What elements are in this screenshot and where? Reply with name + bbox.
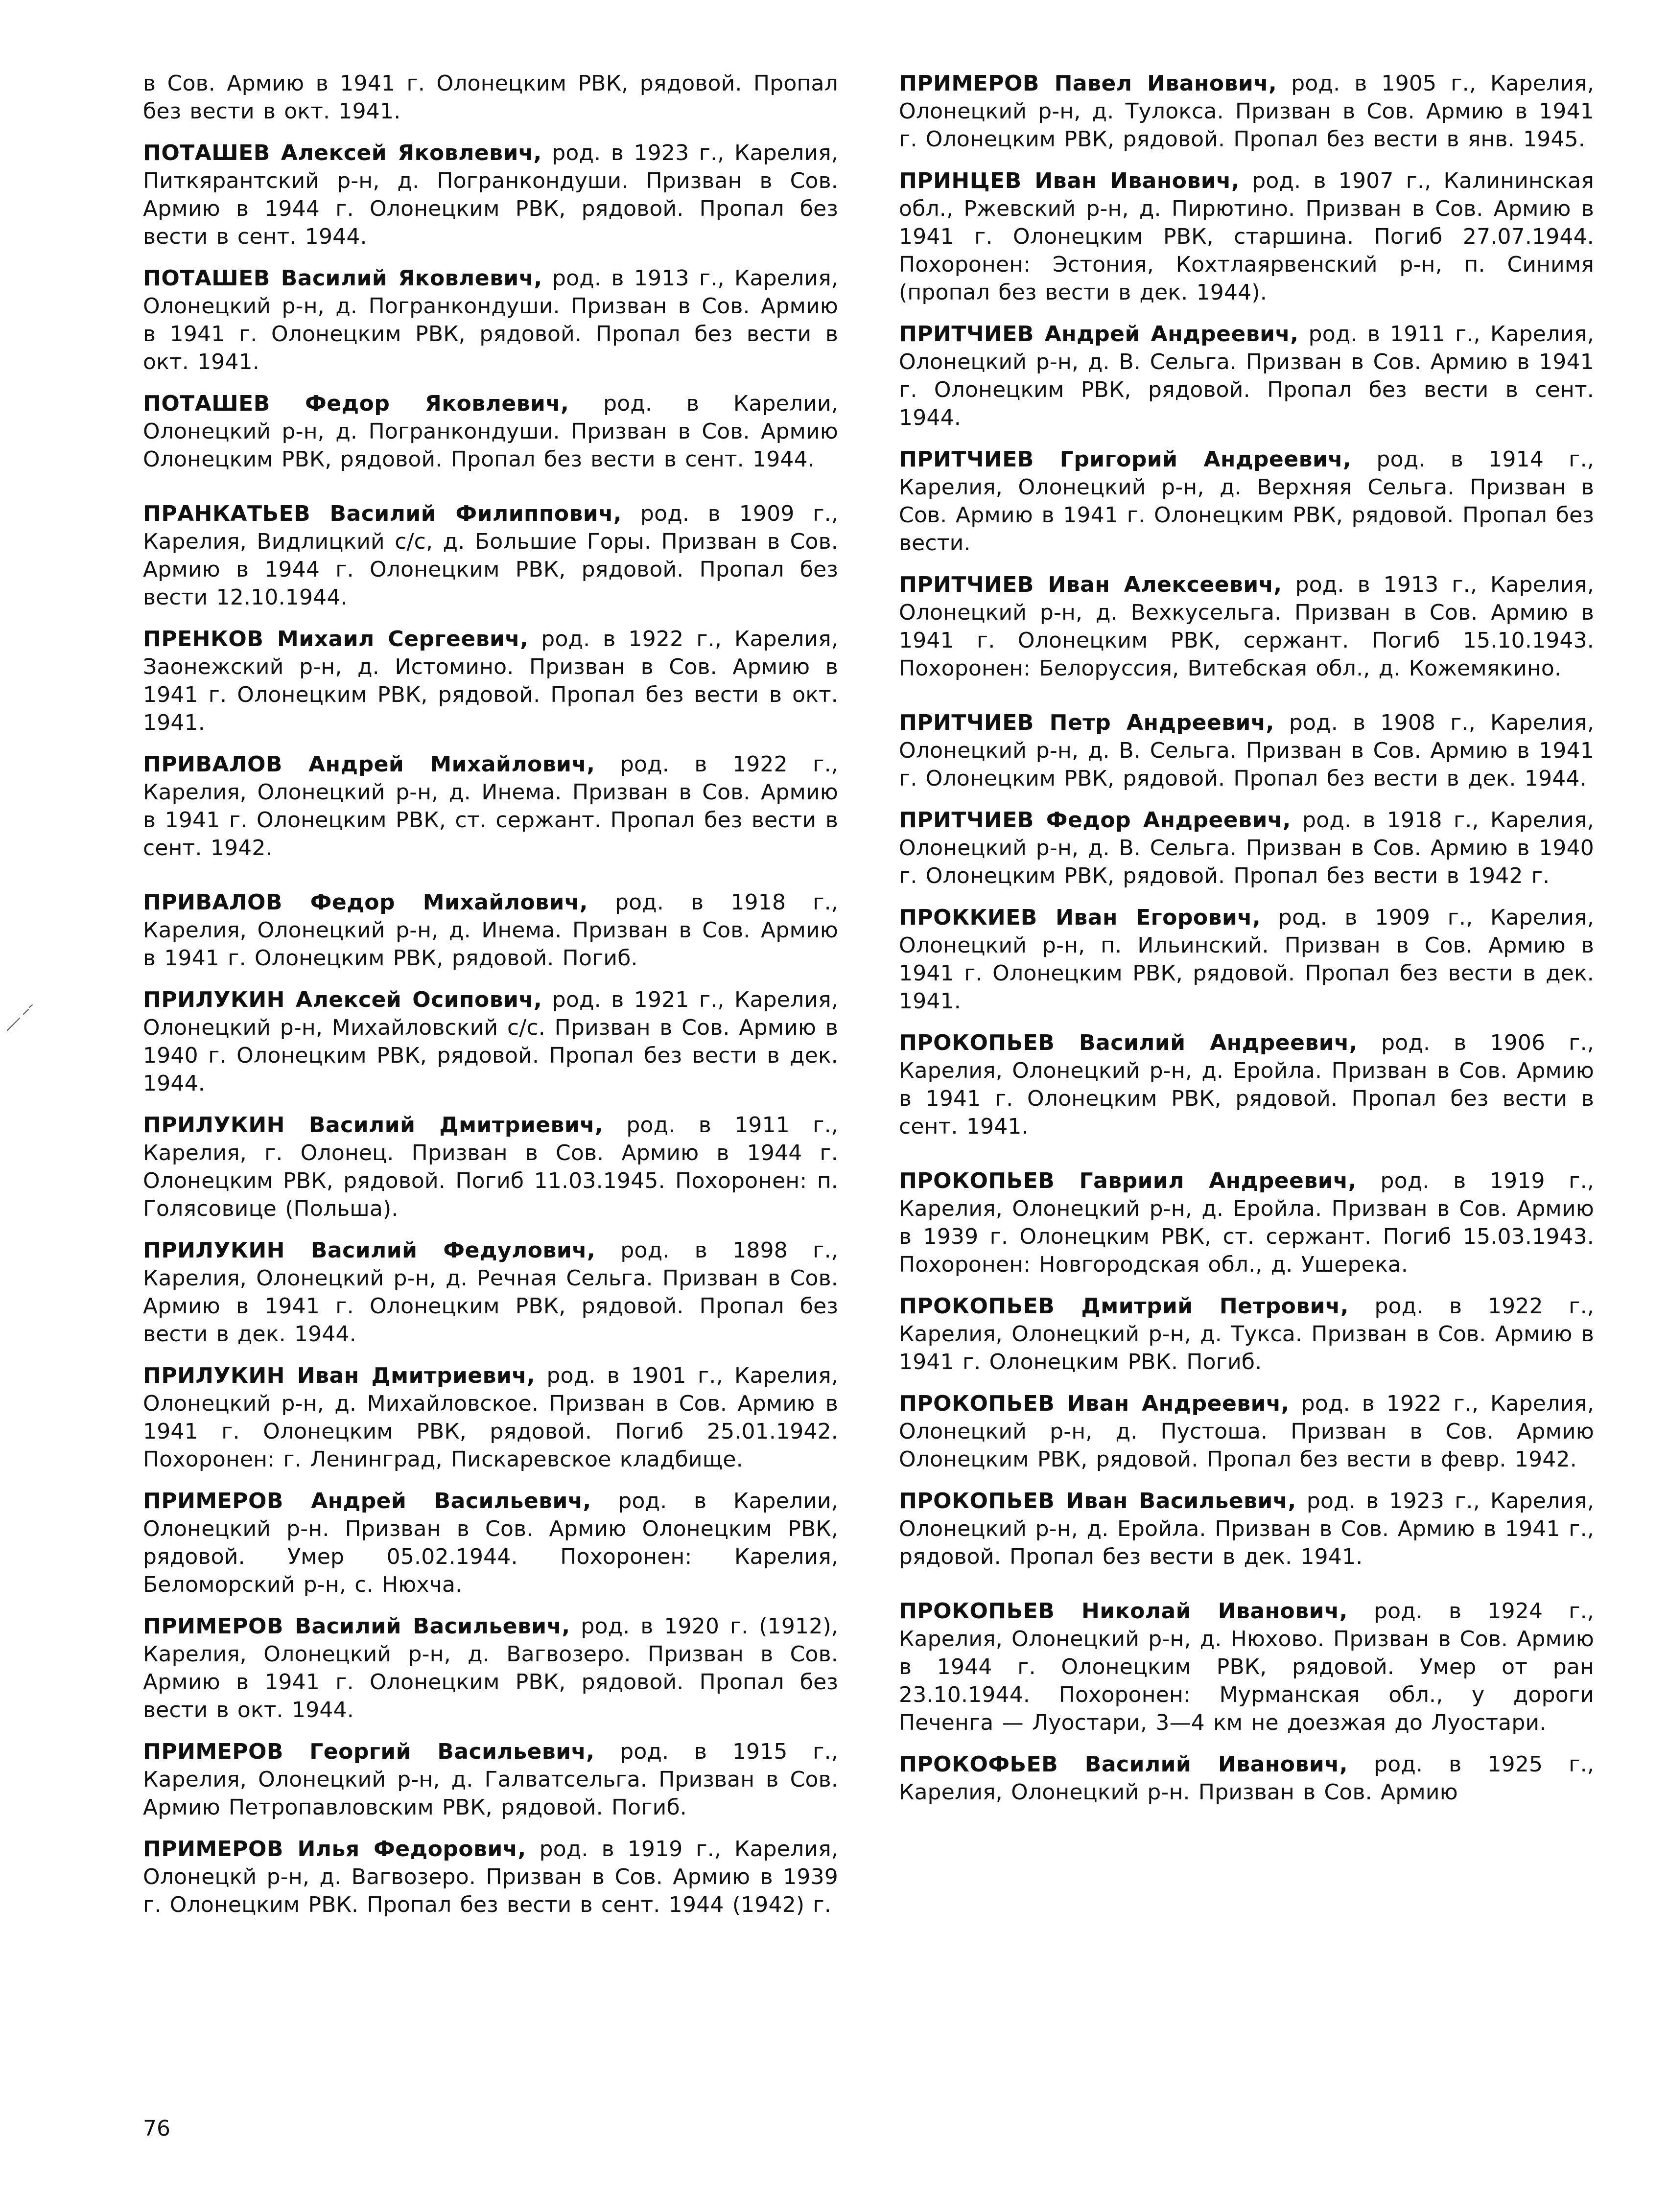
entry <box>143 1835 838 1919</box>
entry-name: ПРИТЧИЕВ Григорий Андреевич, <box>899 447 1352 472</box>
entry-text: род. в 1913 г., Карелия, Олонецкий р-н, д. Вехкусельга. Призван в Сов. Армию в 1941 г. Олонецким РВК, сержант. Погиб 15.10.1943. Похоронен: Белоруссия, Витебская обл., д. Кожемякино. <box>899 572 1594 681</box>
entry-name: ПОТАШЕВ Василий Яковлевич, <box>143 266 542 291</box>
entry-name: ПРИЛУКИН Василий Федулович, <box>143 1238 596 1263</box>
entry <box>143 986 838 1097</box>
entry-text: род. в 1914 г., Карелия, Олонецкий р-н, д. Верхняя Сельга. Призван в Сов. Армию в 1941 г. Олонецким РВК, рядовой. Пропал без вести. <box>899 447 1594 556</box>
entry-name: ПРИТЧИЕВ Федор Андреевич, <box>899 808 1291 833</box>
entry-name: ПРЕНКОВ Михаил Сергеевич, <box>143 627 529 652</box>
entry-name: ПРИВАЛОВ Андрей Михайлович, <box>143 752 595 777</box>
entry <box>899 320 1594 432</box>
entry-name: ПРАНКАТЬЕВ Василий Филиппович, <box>143 501 622 526</box>
entry-text: род. в 1921 г., Карелия, Олонецкий р-н, Михайловский с/с. Призван в Сов. Армию в 1940 г. Олонецким РВК, рядовой. Пропал без вести в дек. 1944. <box>143 987 838 1096</box>
entry <box>899 904 1594 1015</box>
entry <box>143 1612 838 1724</box>
entry <box>143 139 838 251</box>
entry-name: ПРОКОПЬЕВ Дмитрий Петрович, <box>899 1294 1349 1319</box>
entry-text: род. в 1909 г., Карелия, Видлицкий с/с, д. Большие Горы. Призван в Сов. Армию в 1944 г. Олонецким РВК, рядовой. Пропал без вести 12.10.1944. <box>143 501 839 610</box>
entry-name: ПРОКОПЬЕВ Гавриил Андреевич, <box>899 1168 1357 1193</box>
entry-name: ПРИМЕРОВ Илья Федорович, <box>143 1837 526 1862</box>
entry <box>899 1390 1594 1473</box>
entry-text: род. в 1918 г., Карелия, Олонецкий р-н, д. В. Сельга. Призван в Сов. Армию в 1940 г. Олонецким РВК, рядовой. Пропал без вести в 1942 г. <box>899 808 1594 888</box>
entry-text: род. в 1922 г., Карелия, Олонецкий р-н, д. Тукса. Призван в Сов. Армию в 1941 г. Олонецким РВК. Погиб. <box>899 1294 1594 1374</box>
entry-text: род. в 1922 г., Карелия, Олонецкий р-н, д. Пустоша. Призван в Сов. Армию Олонецким РВК, рядовой. Пропал без вести в февр. 1942. <box>899 1391 1595 1472</box>
entry <box>899 1750 1594 1806</box>
entry-name: ПРИЛУКИН Василий Дмитриевич, <box>143 1113 604 1138</box>
entry <box>899 1597 1594 1737</box>
entry <box>899 1167 1594 1279</box>
entry <box>143 1236 838 1348</box>
entry-text: род. в Карелии, Олонецкий р-н, д. Погранкондуши. Призван в Сов. Армию Олонецким РВК, рядовой. Пропал без вести в сент. 1944. <box>143 391 838 472</box>
entry-name: ПРИВАЛОВ Федор Михайлович, <box>143 890 588 915</box>
page-number: 76 <box>143 2116 170 2141</box>
entry <box>143 1362 838 1473</box>
entry <box>143 1111 838 1223</box>
entry <box>899 806 1594 890</box>
entry <box>899 709 1594 792</box>
entry <box>899 571 1594 682</box>
entry-text: род. в 1918 г., Карелия, Олонецкий р-н, д. Инема. Призван в Сов. Армию в 1941 г. Олонецким РВК, рядовой. Погиб. <box>143 890 838 971</box>
entry-text: род. в 1908 г., Карелия, Олонецкий р-н, д. В. Сельга. Призван в Сов. Армию в 1941 г. Олонецким РВК, рядовой. Пропал без вести в дек. 1944. <box>899 710 1595 791</box>
right-column <box>899 70 1594 1820</box>
entry <box>143 750 838 862</box>
entry-text: род. в 1922 г., Карелия, Заонежский р-н, д. Истомино. Призван в Сов. Армию в 1941 г. Олонецким РВК, рядовой. Пропал без вести в окт. 1941. <box>143 627 838 735</box>
entry <box>899 167 1594 306</box>
entry-name: ПОТАШЕВ Федор Яковлевич, <box>143 391 569 416</box>
entry <box>143 1738 838 1821</box>
entry-name: ПРИТЧИЕВ Иван Алексеевич, <box>899 572 1282 597</box>
entry-text: род. в 1919 г., Карелия, Олонецкий р-н, д. Еройла. Призван в Сов. Армию в 1939 г. Олонецким РВК, ст. сержант. Погиб 15.03.1943. Похоронен: Новгородская обл., д. Ушерека. <box>899 1168 1594 1277</box>
entry-name: ПРИТЧИЕВ Петр Андреевич, <box>899 710 1274 735</box>
entry-name: ПРИМЕРОВ Георгий Васильевич, <box>143 1739 595 1764</box>
entry <box>143 888 838 972</box>
entry-name: ПРОКОПЬЕВ Николай Иванович, <box>899 1599 1348 1624</box>
entry <box>143 500 838 611</box>
pencil-mark-icon <box>5 1003 39 1033</box>
entry <box>899 1292 1594 1376</box>
entry-text: род. в 1925 г., Карелия, Олонецкий р-н. Призван в Сов. Армию <box>899 1752 1595 1805</box>
entry <box>143 390 838 473</box>
entry-name: ПРОКОПЬЕВ Василий Андреевич, <box>899 1030 1358 1055</box>
entry-text: род. в 1906 г., Карелия, Олонецкий р-н, д. Еройла. Призван в Сов. Армию в 1941 г. Олонецким РВК, рядовой. Пропал без вести в сент. 1941. <box>899 1030 1594 1139</box>
entry <box>143 625 838 737</box>
entry-name: ПРИМЕРОВ Андрей Васильевич, <box>143 1489 591 1513</box>
entry-text: род. в 1911 г., Карелия, Олонецкий р-н, д. В. Сельга. Призван в Сов. Армию в 1941 г. Олонецким РВК, рядовой. Пропал без вести в сент. 1944. <box>899 322 1594 430</box>
entry-name: ПРОККИЕВ Иван Егорович, <box>899 905 1261 930</box>
entry-text: род. в 1922 г., Карелия, Олонецкий р-н, д. Инема. Призван в Сов. Армию в 1941 г. Олонецким РВК, ст. сержант. Пропал без вести в сент. 1942. <box>143 752 838 861</box>
entry-name: ПРИМЕРОВ Василий Васильевич, <box>143 1614 570 1639</box>
entry-text: род. в 1901 г., Карелия, Олонецкий р-н, д. Михайловское. Призван в Сов. Армию в 1941 г. Олонецким РВК, рядовой. Погиб 25.01.1942. Похоронен: г. Ленинград, Пискаревское кладбище. <box>143 1363 839 1472</box>
entry <box>143 1487 838 1599</box>
entry-name: ПРИНЦЕВ Иван Иванович, <box>899 168 1240 193</box>
entry-name: ПРИЛУКИН Алексей Осипович, <box>143 987 542 1012</box>
entry-text: род. в 1923 г., Карелия, Олонецкий р-н, д. Еройла. Призван в Сов. Армию в 1941 г., рядовой. Пропал без вести в дек. 1941. <box>899 1489 1595 1569</box>
entry-name: ПРИМЕРОВ Павел Иванович, <box>899 71 1277 96</box>
entry-text: род. в 1907 г., Калининская обл., Ржевский р-н, д. Пирютино. Призван в Сов. Армию в 1941 г. Олонецким РВК, старшина. Погиб 27.07.1944. Похоронен: Эстония, Кохтлаярвенский р-н, п. Синимя (пропал без вести в дек. 1944). <box>899 168 1594 305</box>
entry-text: род. в 1898 г., Карелия, Олонецкий р-н, д. Речная Сельга. Призван в Сов. Армию в 1941 г. Олонецким РВК, рядовой. Пропал без вести в дек. 1944. <box>143 1238 838 1347</box>
entry-text: род. в 1919 г., Карелия, Олонецкй р-н, д. Вагвозеро. Призван в Сов. Армию в 1939 г. Олонецким РВК. Пропал без вести в сент. 1944 (1942) г. <box>143 1837 839 1917</box>
entry <box>899 445 1594 557</box>
entry-name: ПРОКОФЬЕВ Василий Иванович, <box>899 1752 1348 1777</box>
entry-name: ПРИТЧИЕВ Андрей Андреевич, <box>899 322 1299 347</box>
entry-text: род. в 1905 г., Карелия, Олонецкий р-н, д. Тулокса. Призван в Сов. Армию в 1941 г. Олонецким РВК, рядовой. Пропал без вести в янв. 1945. <box>899 71 1595 152</box>
entry-text: род. в 1915 г., Карелия, Олонецкий р-н, д. Галватсельга. Призван в Сов. Армию Петропавловским РВК, рядовой. Погиб. <box>143 1739 838 1820</box>
entry-text: род. в 1924 г., Карелия, Олонецкий р-н, д. Нюхово. Призван в Сов. Армию в 1944 г. Олонецким РВК, рядовой. Умер от ран 23.10.1944. Похоронен: Мурманская обл., у дороги Печенга — Луостари, 3—4 км не доезжая до Луостари. <box>899 1599 1594 1735</box>
entry-text: род. в 1920 г. (1912), Карелия, Олонецкий р-н, д. Вагвозеро. Призван в Сов. Армию в 1941 г. Олонецким РВК, рядовой. Пропал без вести в окт. 1944. <box>143 1614 838 1723</box>
entry-name: ПРОКОПЬЕВ Иван Васильевич, <box>899 1489 1296 1513</box>
entry-text: род. в Карелии, Олонецкий р-н. Призван в Сов. Армию Олонецким РВК, рядовой. Умер 05.02.1944. Похоронен: Карелия, Беломорский р-н, с. Нюхча. <box>143 1489 838 1597</box>
entry-name: ПРОКОПЬЕВ Иван Андреевич, <box>899 1391 1290 1416</box>
entry-text: в Сов. Армию в 1941 г. Олонецким РВК, рядовой. Пропал без вести в окт. 1941. <box>143 71 838 124</box>
entry <box>899 1029 1594 1141</box>
entry-text: род. в 1923 г., Карелия, Питкярантский р-н, д. Погранкондуши. Призван в Сов. Армию в 1944 г. Олонецким РВК, рядовой. Пропал без вести в сент. 1944. <box>143 140 838 249</box>
entry <box>899 1487 1594 1571</box>
entry-text: род. в 1911 г., Карелия, г. Олонец. Призван в Сов. Армию в 1944 г. Олонецким РВК, рядовой. Погиб 11.03.1945. Похоронен: п. Голясовице (Польша). <box>143 1113 838 1221</box>
left-column <box>143 70 838 1933</box>
entry <box>143 264 838 376</box>
entry-text: род. в 1909 г., Карелия, Олонецкий р-н, п. Ильинский. Призван в Сов. Армию в 1941 г. Олонецким РВК, рядовой. Пропал без вести в дек. 1941. <box>899 905 1594 1014</box>
entry-name: ПОТАШЕВ Алексей Яковлевич, <box>143 140 542 165</box>
entry-name: ПРИЛУКИН Иван Дмитриевич, <box>143 1363 536 1388</box>
entry-text: род. в 1913 г., Карелия, Олонецкий р-н, д. Погранкондуши. Призван в Сов. Армию в 1941 г. Олонецким РВК, рядовой. Пропал без вести в окт. 1941. <box>143 266 839 374</box>
entry <box>899 70 1594 153</box>
entry <box>143 70 838 125</box>
